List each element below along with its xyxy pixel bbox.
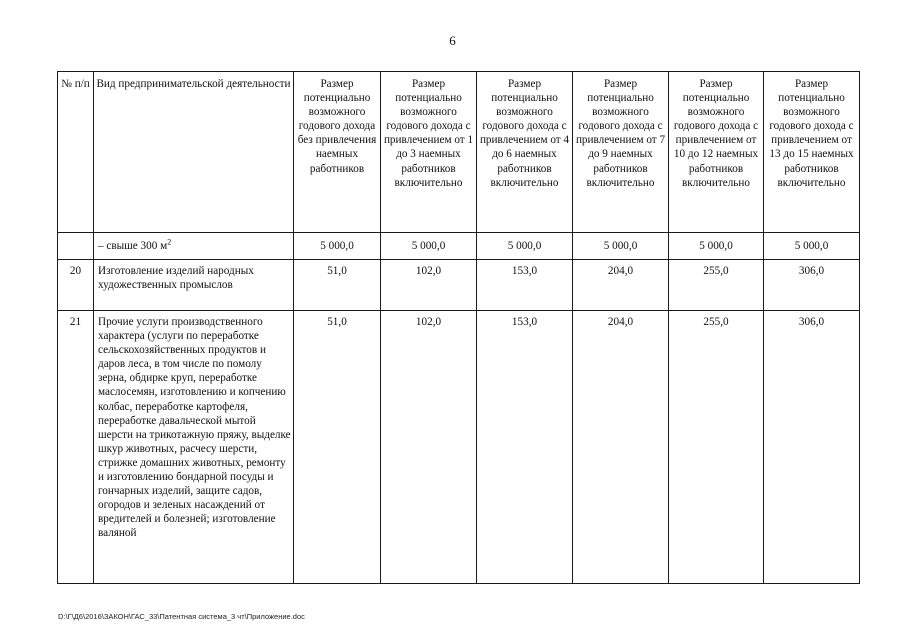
row-number: 21: [58, 311, 94, 584]
row-value: 5 000,0: [669, 233, 764, 260]
header-no-employees: Размер потенциально возможного годового дохода без привлечения наемных работников: [294, 72, 381, 233]
header-13-15-employees: Размер потенциально возможного годового дохода с привлечением от 13 до 15 наемных работников включительно: [764, 72, 860, 233]
row-value: 51,0: [294, 311, 381, 584]
header-activity: Вид предпринимательской деятельности: [94, 72, 294, 233]
row-value: 306,0: [764, 311, 860, 584]
table-header-row: [58, 72, 860, 233]
row-value: 255,0: [669, 260, 764, 311]
page-number: 6: [449, 33, 456, 48]
row-activity-text: – свыше 300 м: [98, 239, 168, 252]
row-value: 5 000,0: [573, 233, 669, 260]
row-value: 102,0: [381, 260, 477, 311]
row-number: [58, 233, 94, 260]
table-row: [58, 260, 860, 311]
row-value: 102,0: [381, 311, 477, 584]
row-value: 5 000,0: [764, 233, 860, 260]
row-value: 306,0: [764, 260, 860, 311]
table-row: [58, 233, 860, 260]
tax-table: [57, 71, 860, 584]
row-value: 5 000,0: [381, 233, 477, 260]
header-7-9-employees: Размер потенциально возможного годового дохода с привлечением от 7 до 9 наемных работников включительно: [573, 72, 669, 233]
header-num: № п/п: [58, 72, 94, 233]
table-row: [58, 311, 860, 584]
footer-file-path: D:\Г\Д6\2016\ЗАКОН\ГАС_33\Патентная система_3 чт\Приложение.doc: [58, 612, 305, 621]
row-activity: [94, 233, 294, 260]
row-value: 5 000,0: [294, 233, 381, 260]
row-activity: Прочие услуги производственного характера (услуги по переработке сельскохозяйственных продуктов и даров леса, в том числе по помолу зерна, обдирке круп, переработке маслосемян, изготовлению и копчению колбас, переработке картофеля, переработке давальческой мытой шерсти на трикотажную пряжу, выделке шкур животных, расчесу шерсти, стрижке домашних животных, ремонту и изготовлению бондарной посуды и гончарных изделий, защите садов, огородов и зеленых насаждений от вредителей и болезней; изготовление валяной: [94, 311, 294, 584]
row-value: 153,0: [477, 260, 573, 311]
row-value: 153,0: [477, 311, 573, 584]
header-1-3-employees: Размер потенциально возможного годового дохода с привлечением от 1 до 3 наемных работников включительно: [381, 72, 477, 233]
row-value: 204,0: [573, 260, 669, 311]
row-value: 51,0: [294, 260, 381, 311]
row-number: 20: [58, 260, 94, 311]
row-value: 5 000,0: [477, 233, 573, 260]
row-value: 204,0: [573, 311, 669, 584]
row-activity-superscript: 2: [167, 237, 172, 247]
row-value: 255,0: [669, 311, 764, 584]
row-activity: Изготовление изделий народных художественных промыслов: [94, 260, 294, 311]
header-4-6-employees: Размер потенциально возможного годового дохода с привлечением от 4 до 6 наемных работников включительно: [477, 72, 573, 233]
header-10-12-employees: Размер потенциально возможного годового дохода с привлечением от 10 до 12 наемных работников включительно: [669, 72, 764, 233]
